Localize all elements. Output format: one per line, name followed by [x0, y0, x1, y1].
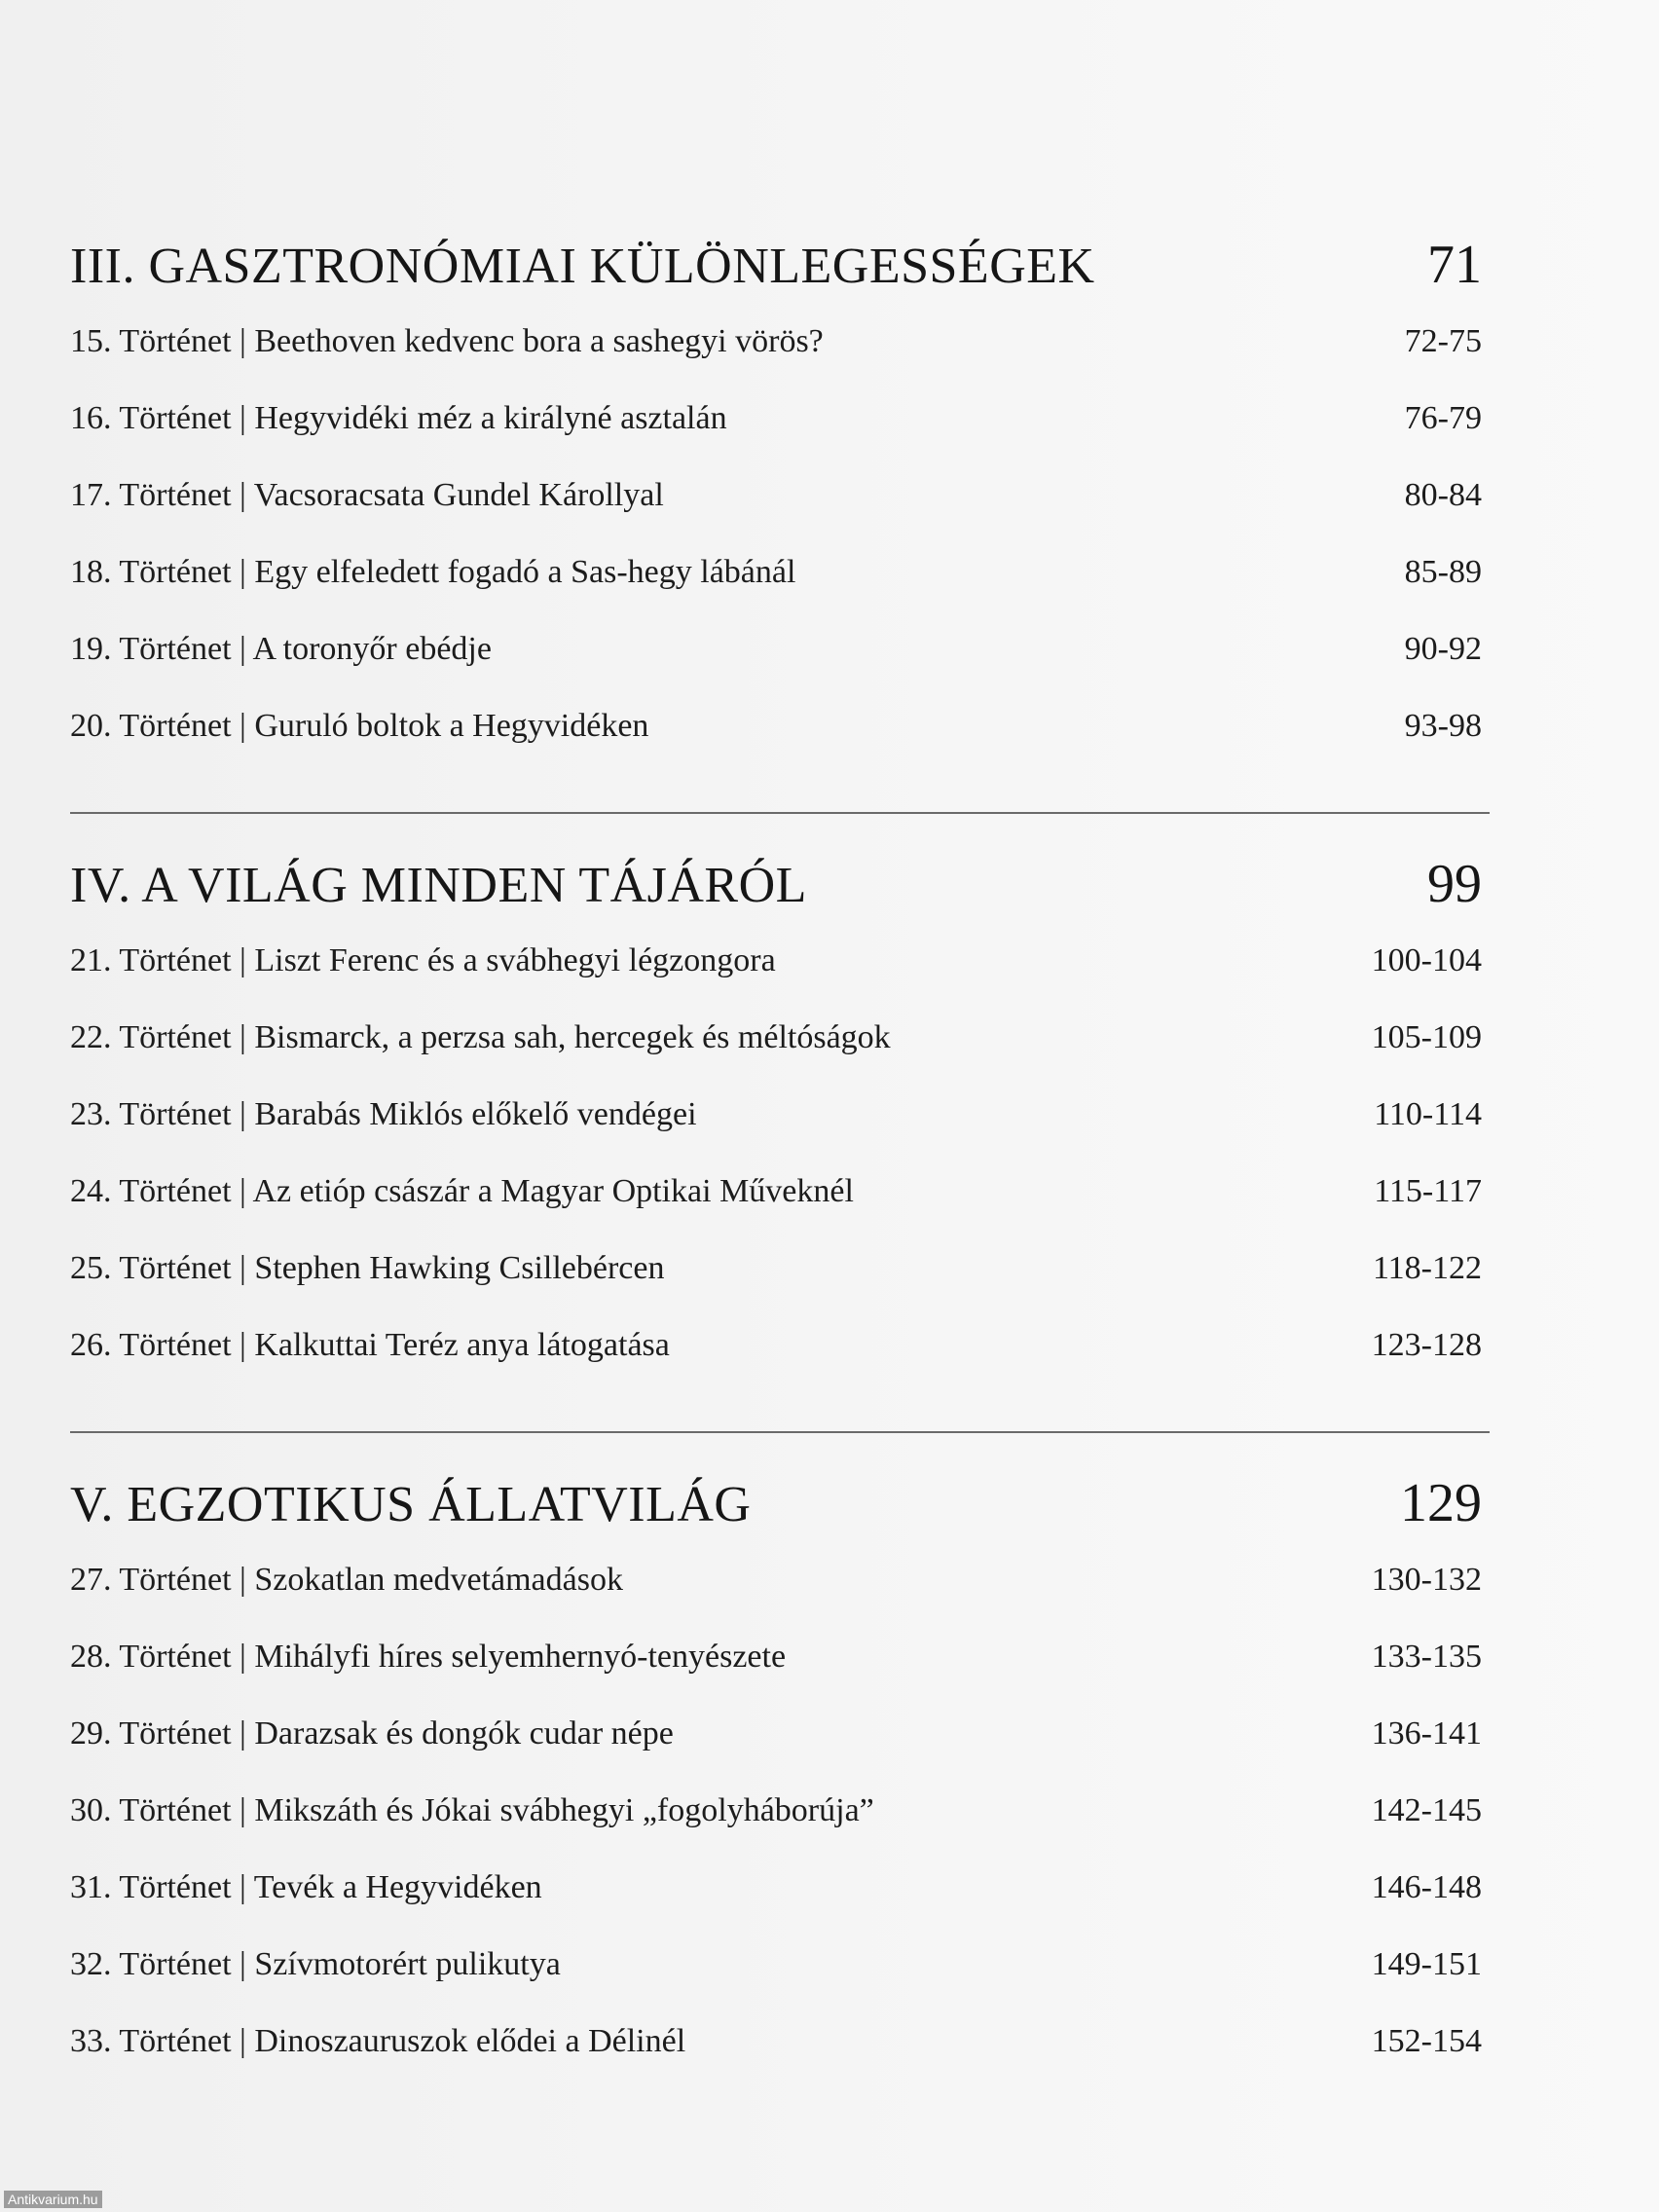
toc-entry [70, 1327, 1490, 1404]
toc-entry [70, 1639, 1490, 1715]
entry-title: 26. Történet | Kalkuttai Teréz anya látogatása [70, 1327, 670, 1363]
entry-page-range: 85-89 [1404, 554, 1482, 590]
section-title: IV. A VILÁG MINDEN TÁJÁRÓL [70, 858, 807, 913]
toc-entry [70, 1792, 1490, 1869]
entry-page-range: 100-104 [1371, 942, 1482, 978]
section-header [70, 853, 1490, 942]
section-divider [70, 1431, 1490, 1433]
table-of-contents [70, 234, 1490, 2100]
entry-title: 23. Történet | Barabás Miklós előkelő vendégei [70, 1096, 697, 1132]
entry-title: 33. Történet | Dinoszauruszok elődei a Délinél [70, 2023, 686, 2059]
entry-page-range: 136-141 [1371, 1715, 1482, 1751]
toc-section-4 [70, 853, 1490, 1404]
toc-entry [70, 2023, 1490, 2100]
toc-entry [70, 323, 1490, 400]
toc-entry [70, 1869, 1490, 1946]
toc-entry [70, 1250, 1490, 1327]
entry-page-range: 118-122 [1372, 1250, 1482, 1286]
entry-page-range: 105-109 [1371, 1019, 1482, 1055]
entry-page-range: 149-151 [1371, 1946, 1482, 1982]
entry-title: 32. Történet | Szívmotorért pulikutya [70, 1946, 561, 1982]
entry-page-range: 130-132 [1371, 1562, 1482, 1598]
entry-page-range: 152-154 [1371, 2023, 1482, 2059]
entry-page-range: 80-84 [1404, 477, 1482, 513]
section-page-number: 71 [1427, 235, 1482, 295]
toc-entry [70, 1173, 1490, 1250]
entry-title: 28. Történet | Mihályfi híres selyemhernyó-tenyészete [70, 1639, 787, 1675]
section-header [70, 234, 1490, 323]
section-page-number: 99 [1427, 854, 1482, 914]
entry-title: 22. Történet | Bismarck, a perzsa sah, hercegek és méltóságok [70, 1019, 891, 1055]
toc-entry [70, 942, 1490, 1019]
toc-entry [70, 400, 1490, 477]
entry-page-range: 93-98 [1404, 708, 1482, 744]
toc-section-3 [70, 234, 1490, 785]
entry-page-range: 142-145 [1371, 1792, 1482, 1828]
entry-title: 17. Történet | Vacsoracsata Gundel Károllyal [70, 477, 664, 513]
entry-title: 15. Történet | Beethoven kedvenc bora a sashegyi vörös? [70, 323, 824, 359]
entry-page-range: 123-128 [1371, 1327, 1482, 1363]
entry-title: 21. Történet | Liszt Ferenc és a svábhegyi légzongora [70, 942, 776, 978]
entry-title: 16. Történet | Hegyvidéki méz a királyné asztalán [70, 400, 727, 436]
entry-title: 19. Történet | A toronyőr ebédje [70, 631, 492, 667]
entry-page-range: 90-92 [1404, 631, 1482, 667]
toc-entry [70, 1096, 1490, 1173]
section-title: V. EGZOTIKUS ÁLLATVILÁG [70, 1477, 752, 1532]
entry-page-range: 115-117 [1374, 1173, 1482, 1209]
entry-title: 27. Történet | Szokatlan medvetámadások [70, 1562, 623, 1598]
toc-entry [70, 1562, 1490, 1639]
site-watermark: Antikvarium.hu [4, 2191, 102, 2208]
entry-title: 31. Történet | Tevék a Hegyvidéken [70, 1869, 542, 1905]
toc-entry [70, 1715, 1490, 1792]
entry-title: 18. Történet | Egy elfeledett fogadó a Sas-hegy lábánál [70, 554, 796, 590]
entry-page-range: 133-135 [1371, 1639, 1482, 1675]
section-page-number: 129 [1400, 1473, 1482, 1533]
entry-title: 20. Történet | Guruló boltok a Hegyvidéken [70, 708, 649, 744]
toc-entry [70, 477, 1490, 554]
toc-entry [70, 631, 1490, 708]
entry-title: 30. Történet | Mikszáth és Jókai svábhegyi „fogolyháborúja” [70, 1792, 874, 1828]
entry-page-range: 146-148 [1371, 1869, 1482, 1905]
entry-title: 29. Történet | Darazsak és dongók cudar népe [70, 1715, 674, 1751]
entry-page-range: 110-114 [1374, 1096, 1482, 1132]
section-title: III. GASZTRONÓMIAI KÜLÖNLEGESSÉGEK [70, 239, 1095, 294]
entry-page-range: 72-75 [1404, 323, 1482, 359]
toc-section-5 [70, 1472, 1490, 2100]
toc-entry [70, 554, 1490, 631]
section-divider [70, 812, 1490, 814]
toc-entry [70, 708, 1490, 785]
section-header [70, 1472, 1490, 1562]
entry-title: 25. Történet | Stephen Hawking Csillebércen [70, 1250, 665, 1286]
entry-title: 24. Történet | Az etióp császár a Magyar Optikai Műveknél [70, 1173, 854, 1209]
toc-entry [70, 1946, 1490, 2023]
entry-page-range: 76-79 [1404, 400, 1482, 436]
toc-entry [70, 1019, 1490, 1096]
